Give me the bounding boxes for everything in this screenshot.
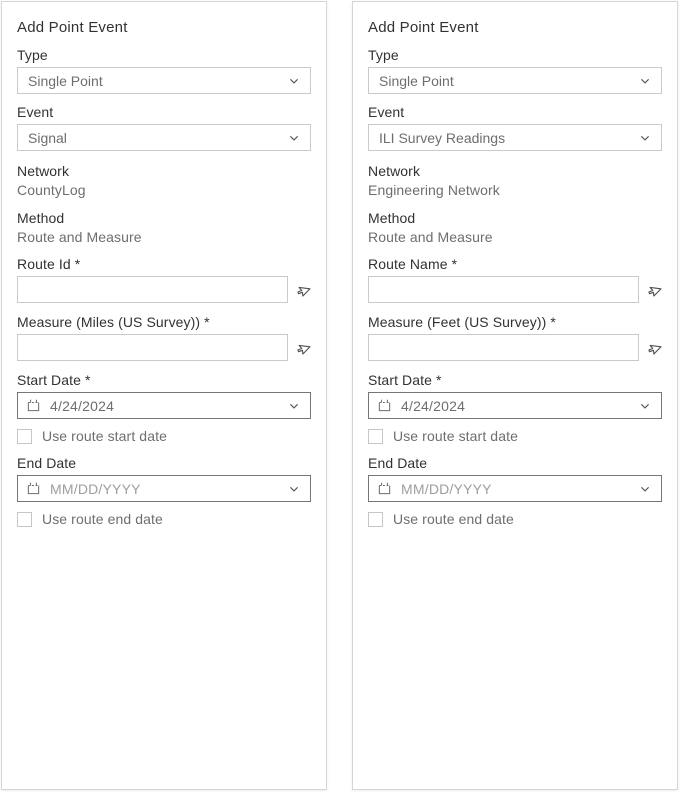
start-date-field[interactable]	[368, 392, 662, 419]
route-id-input-row	[17, 276, 311, 303]
chevron-down-icon	[638, 74, 652, 88]
use-route-start-label: Use route start date	[393, 428, 518, 444]
measure-label: Measure (Feet (US Survey)) *	[368, 314, 556, 330]
use-route-start-label: Use route start date	[42, 428, 167, 444]
route-name-input[interactable]	[368, 276, 639, 303]
chevron-down-icon	[287, 131, 301, 145]
network-value: CountyLog	[17, 182, 86, 198]
route-name-label: Route Name *	[368, 256, 458, 272]
chevron-down-icon	[287, 482, 301, 496]
calendar-icon	[26, 481, 41, 496]
route-id-label: Route Id *	[17, 256, 81, 272]
chevron-down-icon	[287, 74, 301, 88]
event-label: Event	[368, 104, 405, 120]
end-date-label: End Date	[368, 455, 428, 471]
use-route-start-checkbox[interactable]	[17, 429, 32, 444]
add-point-event-panel-right	[352, 1, 678, 790]
type-label: Type	[17, 47, 48, 63]
method-value: Route and Measure	[368, 229, 493, 245]
use-route-end-checkbox[interactable]	[368, 512, 383, 527]
type-label: Type	[368, 47, 399, 63]
method-label: Method	[368, 210, 416, 226]
page-title: Add Point Event	[368, 19, 479, 36]
type-select-value: Single Point	[28, 72, 103, 89]
start-date-value: 4/24/2024	[50, 397, 115, 414]
use-route-end-label: Use route end date	[393, 511, 514, 527]
measure-label: Measure (Miles (US Survey)) *	[17, 314, 210, 330]
use-route-end-checkbox[interactable]	[17, 512, 32, 527]
use-route-start-row	[17, 428, 311, 444]
type-select-value: Single Point	[379, 72, 454, 89]
measure-input[interactable]	[17, 334, 288, 361]
network-label: Network	[368, 163, 421, 179]
event-label: Event	[17, 104, 54, 120]
start-date-label: Start Date *	[368, 372, 442, 388]
use-route-end-label: Use route end date	[42, 511, 163, 527]
measure-input-row	[368, 334, 662, 361]
start-date-value: 4/24/2024	[401, 397, 466, 414]
page-title: Add Point Event	[17, 19, 128, 36]
method-label: Method	[17, 210, 65, 226]
event-select-value: ILI Survey Readings	[379, 129, 506, 146]
type-select[interactable]	[17, 67, 311, 94]
chevron-down-icon	[638, 482, 652, 496]
start-date-field[interactable]	[17, 392, 311, 419]
event-select-value: Signal	[28, 129, 67, 146]
add-point-event-panel-left	[1, 1, 327, 790]
event-select[interactable]	[17, 124, 311, 151]
use-route-end-row	[368, 511, 662, 527]
network-value: Engineering Network	[368, 182, 500, 198]
calendar-icon	[377, 398, 392, 413]
measure-picker-icon[interactable]	[644, 339, 662, 357]
chevron-down-icon	[287, 399, 301, 413]
end-date-label: End Date	[17, 455, 77, 471]
route-id-input[interactable]	[17, 276, 288, 303]
calendar-icon	[377, 481, 392, 496]
use-route-start-checkbox[interactable]	[368, 429, 383, 444]
end-date-placeholder: MM/DD/YYYY	[401, 480, 492, 497]
chevron-down-icon	[638, 399, 652, 413]
route-name-input-row	[368, 276, 662, 303]
network-label: Network	[17, 163, 70, 179]
end-date-placeholder: MM/DD/YYYY	[50, 480, 141, 497]
measure-input[interactable]	[368, 334, 639, 361]
use-route-start-row	[368, 428, 662, 444]
method-value: Route and Measure	[17, 229, 142, 245]
use-route-end-row	[17, 511, 311, 527]
end-date-field[interactable]	[17, 475, 311, 502]
end-date-field[interactable]	[368, 475, 662, 502]
event-select[interactable]	[368, 124, 662, 151]
start-date-label: Start Date *	[17, 372, 91, 388]
measure-input-row	[17, 334, 311, 361]
calendar-icon	[26, 398, 41, 413]
type-select[interactable]	[368, 67, 662, 94]
route-picker-icon[interactable]	[644, 281, 662, 299]
measure-picker-icon[interactable]	[293, 339, 311, 357]
chevron-down-icon	[638, 131, 652, 145]
route-picker-icon[interactable]	[293, 281, 311, 299]
